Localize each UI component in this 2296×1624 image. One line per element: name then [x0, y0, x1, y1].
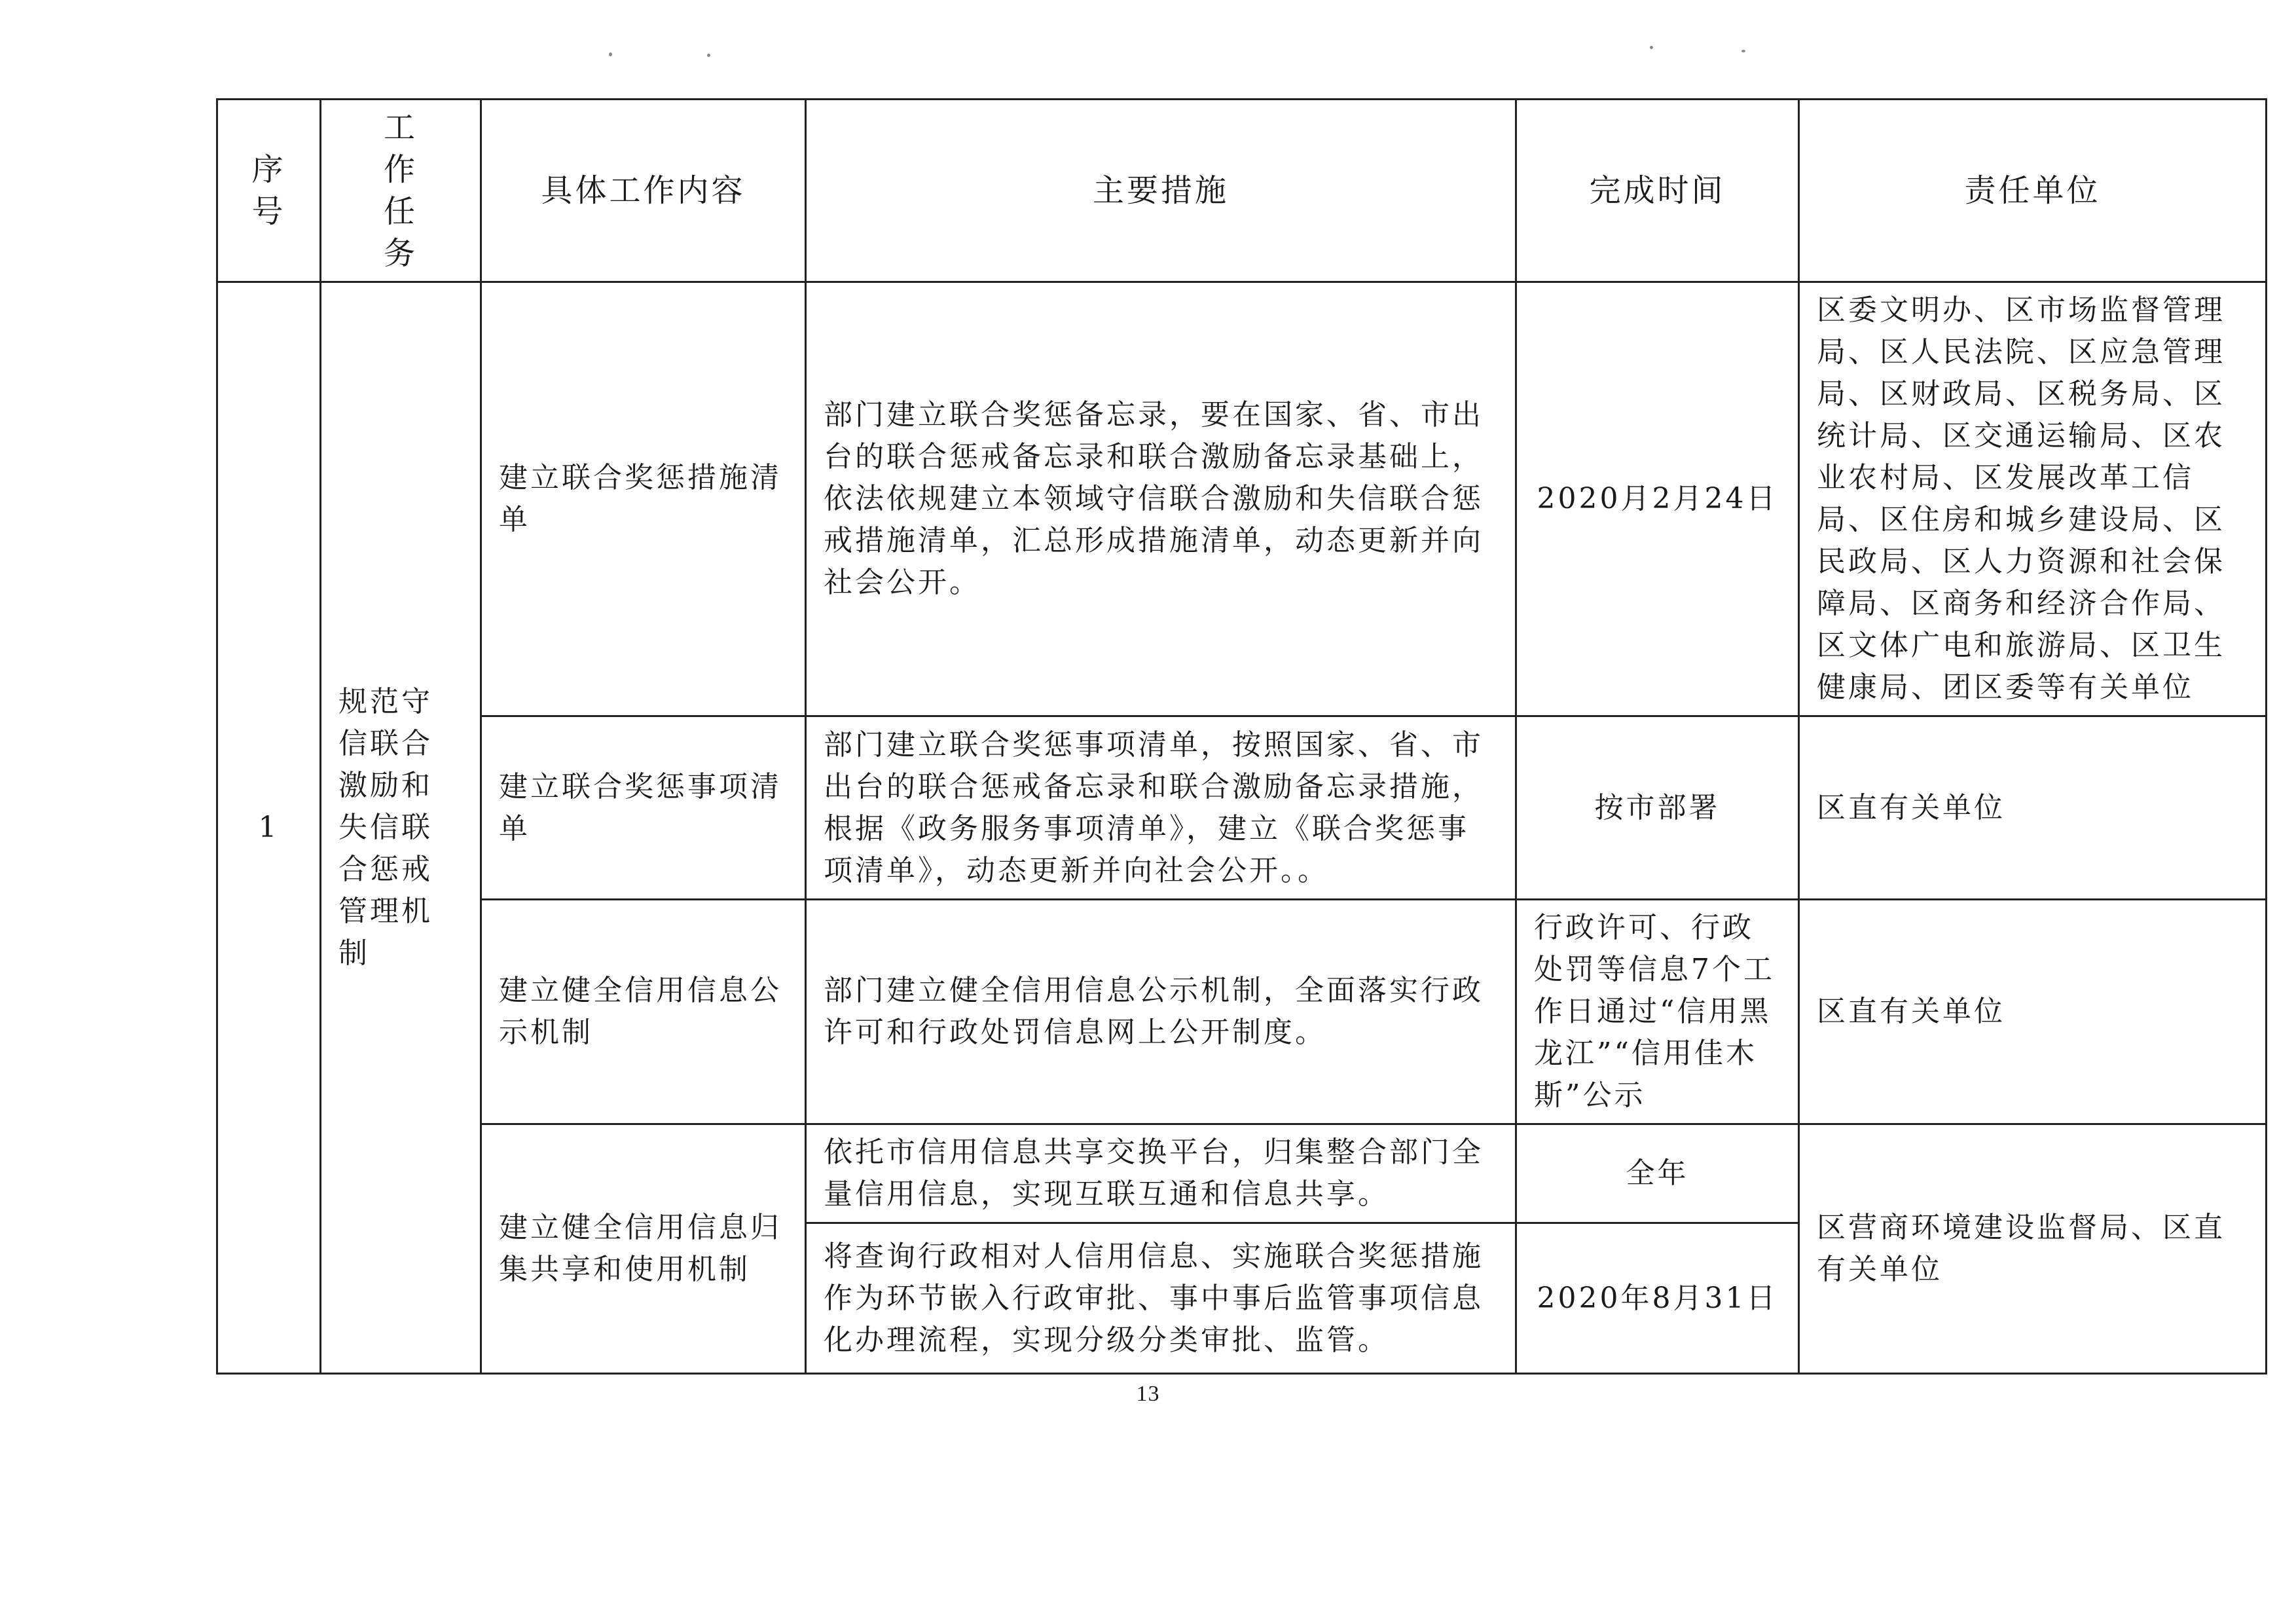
responsible-unit: 区委文明办、区市场监督管理局、区人民法院、区应急管理局、区财政局、区税务局、区统计局、区交通运输局、区农业农村局、区发展改革工信局、区住房和城乡建设局、区民政局、区人力资源和社会保障局、区商务和经济合作局、区文体广电和旅游局、区卫生健康局、团区委等有关单位: [1799, 282, 2267, 716]
main-measure: 部门建立联合奖惩备忘录，要在国家、省、市出台的联合惩戒备忘录和联合激励备忘录基础上，依法依规建立本领域守信联合激励和失信联合惩戒措施清单，汇总形成措施清单，动态更新并向社会公开。: [806, 282, 1516, 716]
work-content: 建立健全信用信息归集共享和使用机制: [481, 1124, 806, 1374]
completion-time: 行政许可、行政处罚等信息7个工作日通过“信用黑龙江”“信用佳木斯”公示: [1516, 900, 1799, 1124]
row-task: 规范守信联合激励和失信联合惩戒管理机制: [321, 282, 481, 1374]
header-index: 序号: [217, 100, 321, 282]
header-time: 完成时间: [1516, 100, 1799, 282]
page-number: 13: [1136, 1382, 1160, 1406]
responsible-unit: 区直有关单位: [1799, 716, 2267, 900]
header-task-label: 工作任务: [383, 109, 418, 272]
work-content: 建立健全信用信息公示机制: [481, 900, 806, 1124]
main-measure: 部门建立联合奖惩事项清单，按照国家、省、市出台的联合惩戒备忘录和联合激励备忘录措施，根据《政务服务事项清单》，建立《联合奖惩事项清单》，动态更新并向社会公开。。: [806, 716, 1516, 900]
table-row: [217, 900, 2267, 1124]
table-row: [217, 716, 2267, 900]
work-content: 建立联合奖惩事项清单: [481, 716, 806, 900]
main-measure: 将查询行政相对人信用信息、实施联合奖惩措施作为环节嵌入行政审批、事中事后监管事项信息化办理流程，实现分级分类审批、监管。: [806, 1223, 1516, 1374]
main-measure: 部门建立健全信用信息公示机制，全面落实行政许可和行政处罚信息网上公开制度。: [806, 900, 1516, 1124]
completion-time: 2020年8月31日: [1516, 1223, 1799, 1374]
table-row: [217, 1124, 2267, 1223]
work-task-table: [216, 98, 2267, 1375]
responsible-unit: 区直有关单位: [1799, 900, 2267, 1124]
scan-speck: [707, 54, 710, 57]
header-task: [321, 100, 481, 282]
responsible-unit: 区营商环境建设监督局、区直有关单位: [1799, 1124, 2267, 1374]
main-measure: 依托市信用信息共享交换平台，归集整合部门全量信用信息，实现互联互通和信息共享。: [806, 1124, 1516, 1223]
completion-time: 2020月2月24日: [1516, 282, 1799, 716]
row-index: 1: [217, 282, 321, 1374]
completion-time: 全年: [1516, 1124, 1799, 1223]
scan-speck: [1650, 46, 1653, 49]
header-content: 具体工作内容: [481, 100, 806, 282]
table-row: [217, 282, 2267, 716]
scan-speck: [609, 52, 612, 56]
header-measure: 主要措施: [806, 100, 1516, 282]
work-content: 建立联合奖惩措施清单: [481, 282, 806, 716]
header-unit: 责任单位: [1799, 100, 2267, 282]
table-header-row: [217, 100, 2267, 282]
completion-time: 按市部署: [1516, 716, 1799, 900]
scan-speck: [1741, 50, 1745, 52]
